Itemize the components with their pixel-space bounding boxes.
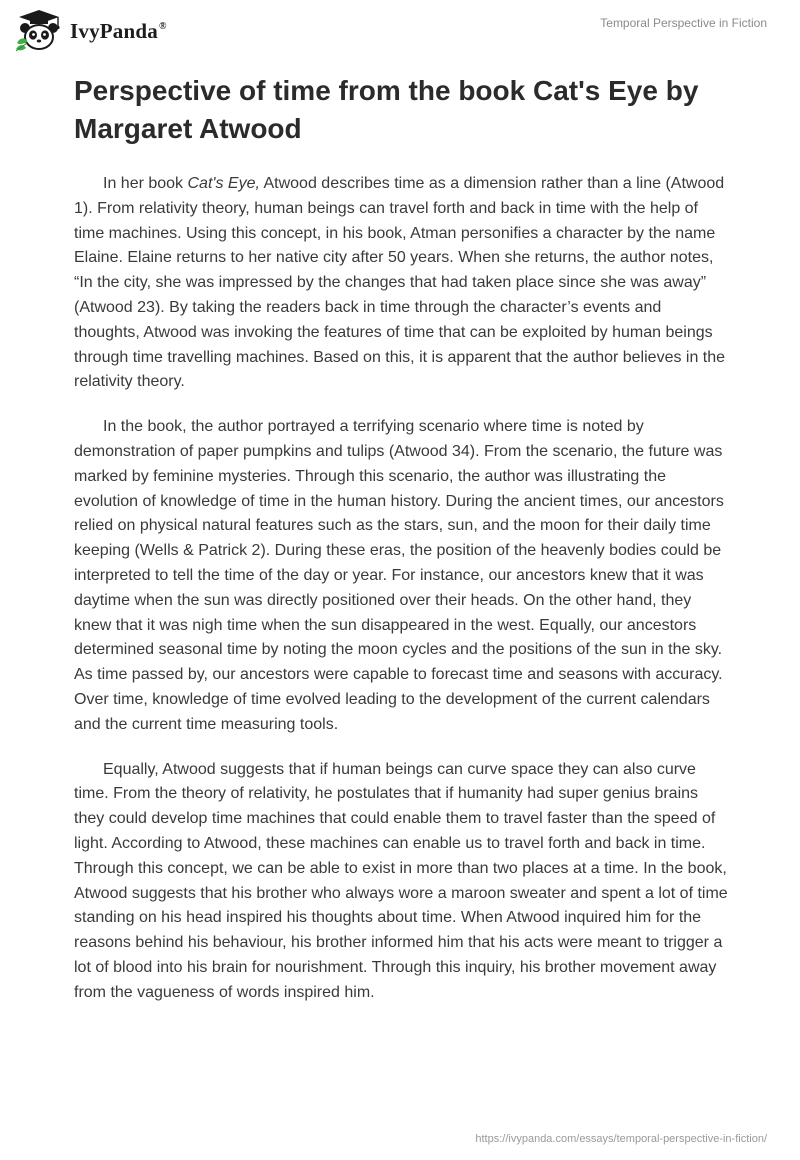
paragraph-3: Equally, Atwood suggests that if human beings can curve space they can also curve time. From the theory of relativity, he postulates that if humanity had super genius brains they could develop time machines that could enable them to travel faster than the speed of light. According to Atwood, these machines can enable us to travel forth and back in time. Through this concept, we can be able to exist in more than two places at a time. In the book, Atwood suggests that his brother who always wore a maroon sweater and spent a lot of time standing on his head inspired his thoughts about time. When Atwood inquired him for the reasons behind his behaviour, his brother informed him that his acts were meant to trigger a lot of blood into his brain for nourishment. Through this inquiry, his brother movement away from the vagueness of words inspired him. [74,760,728,1001]
ivypanda-logo[interactable] [14,9,167,53]
panda-graduate-icon [14,9,64,53]
brand-wordmark [70,19,167,44]
page-header [0,0,800,60]
paragraph-1-rest: Atwood describes time as a dimension rather than a line (Atwood 1). From relativity theory, human beings can travel forth and back in time with the help of time machines. Using this concept, in his book, Atman personifies a character by the name Elaine. Elaine returns to her native city after 50 years. When she returns, the author notes, “In the city, she was impressed by the changes that had taken place since she was away” (Atwood 23). By taking the readers back in time through the character’s events and thoughts, Atwood was invoking the features of time that can be exploited by human beings through time travelling machines. Based on this, it is apparent that the author believes in the relativity theory. [74,175,726,391]
book-title-italic: Cat's Eye, [187,175,260,192]
document-body [74,172,729,1026]
paragraph-2: In the book, the author portrayed a terrifying scenario where time is noted by demonstration of paper pumpkins and tulips (Atwood 34). From the scenario, the future was marked by feminine mysteries. Through this scenario, the author was illustrating the evolution of knowledge of time in the human history. During the ancient times, our ancestors relied on physical natural features such as the stars, sun, and the moon for their daily time keeping (Wells & Patrick 2). During these eras, the position of the heavenly bodies could be interpreted to tell the time of the day or year. For instance, our ancestors knew that it was daytime when the sun was directly positioned over their heads. On the other hand, they knew that it was nigh time when the sun disappeared in the west. Equally, our ancestors determined seasonal time by noting the moon cycles and the positions of the sun in the sky. As time passed by, our ancestors were capable to forecast time and seasons with accuracy. Over time, knowledge of time evolved leading to the development of the current calendars and the current time measuring tools. [74,418,724,733]
running-title: Temporal Perspective in Fiction [600,16,767,30]
source-url-link[interactable]: https://ivypanda.com/essays/temporal-perspective-in-fiction/ [475,1133,767,1145]
registered-mark: ® [158,20,167,32]
paragraph-1-lead: In her book [103,175,188,192]
brand-name: IvyPanda [70,18,158,43]
paragraph-1 [74,172,729,395]
document-title: Perspective of time from the book Cat's Eye by Margaret Atwood [74,75,699,144]
